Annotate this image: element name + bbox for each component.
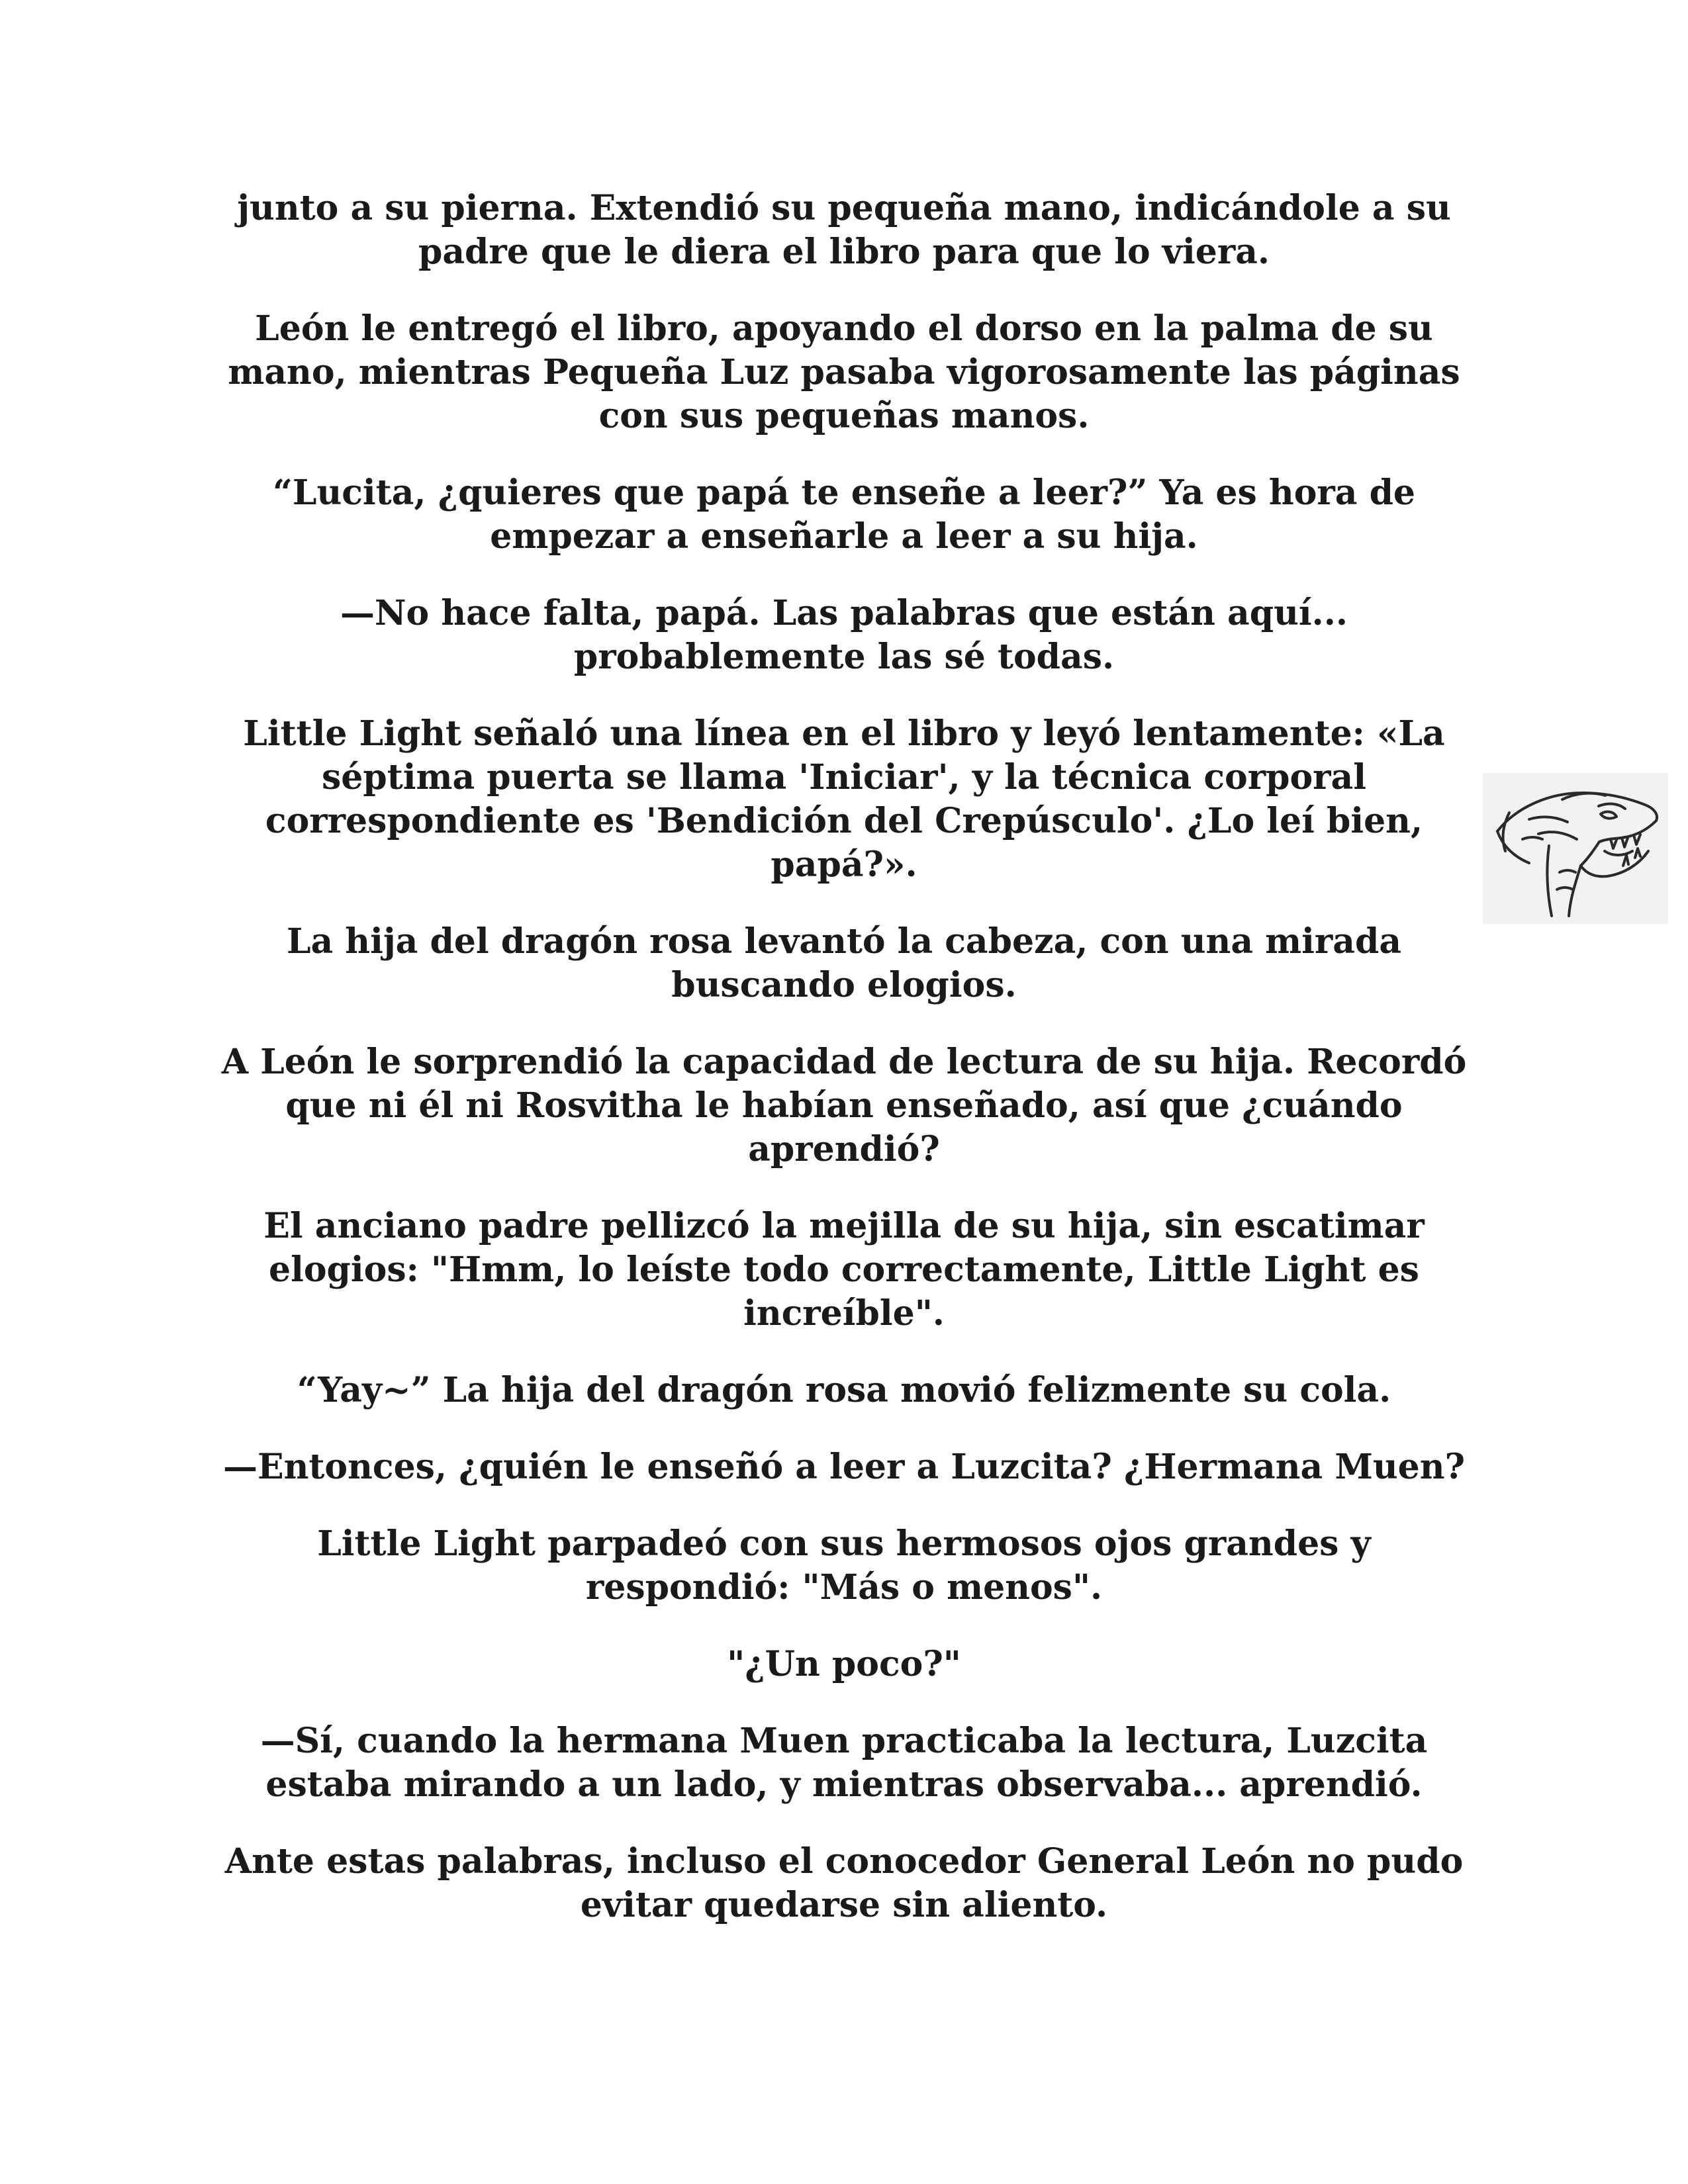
paragraph-7: A León le sorprendió la capacidad de lectura de su hija. Recordó que ni él ni Rosvitha le habían enseñado, así que ¿cuándo aprendió? [221, 1042, 1467, 1169]
paragraph-10: —Entonces, ¿quién le enseñó a leer a Luzcita? ¿Hermana Muen? [222, 1447, 1466, 1487]
paragraph-13: —Sí, cuando la hermana Muen practicaba la lectura, Luzcita estaba mirando a un lado, y mientras observaba... aprendió. [260, 1721, 1428, 1805]
paragraph-1: junto a su pierna. Extendió su pequeña mano, indicándole a su padre que le diera el libro para que lo viera. [237, 188, 1451, 272]
paragraph-5: Little Light señaló una línea en el libro y leyó lentamente: «La séptima puerta se llama 'Iniciar', y la técnica corporal correspondiente es 'Bendición del Crepúsculo'. ¿Lo leí bien, papá?». [243, 713, 1445, 885]
story-text [218, 187, 1470, 1960]
paragraph-11: Little Light parpadeó con sus hermosos ojos grandes y respondió: "Más o menos". [317, 1524, 1371, 1608]
paragraph-14: Ante estas palabras, incluso el conocedor General León no pudo evitar quedarse sin aliento. [224, 1841, 1464, 1925]
paragraph-9: “Yay~” La hija del dragón rosa movió felizmente su cola. [297, 1370, 1391, 1410]
paragraph-4: —No hace falta, papá. Las palabras que están aquí... probablemente las sé todas. [340, 593, 1348, 677]
paragraph-8: El anciano padre pellizcó la mejilla de su hija, sin escatimar elogios: "Hmm, lo leíste todo correctamente, Little Light es increíble". [263, 1206, 1425, 1334]
dragon-head-sketch-icon [1483, 773, 1668, 924]
paragraph-2: León le entregó el libro, apoyando el dorso en la palma de su mano, mientras Pequeña Luz pasaba vigorosamente las páginas con sus pequeñas manos. [228, 308, 1460, 436]
paragraph-12: "¿Un poco?" [727, 1644, 961, 1684]
paragraph-6: La hija del dragón rosa levantó la cabeza, con una mirada buscando elogios. [286, 921, 1402, 1005]
paragraph-3: “Lucita, ¿quieres que papá te enseñe a leer?” Ya es hora de empezar a enseñarle a leer a su hija. [272, 473, 1416, 557]
